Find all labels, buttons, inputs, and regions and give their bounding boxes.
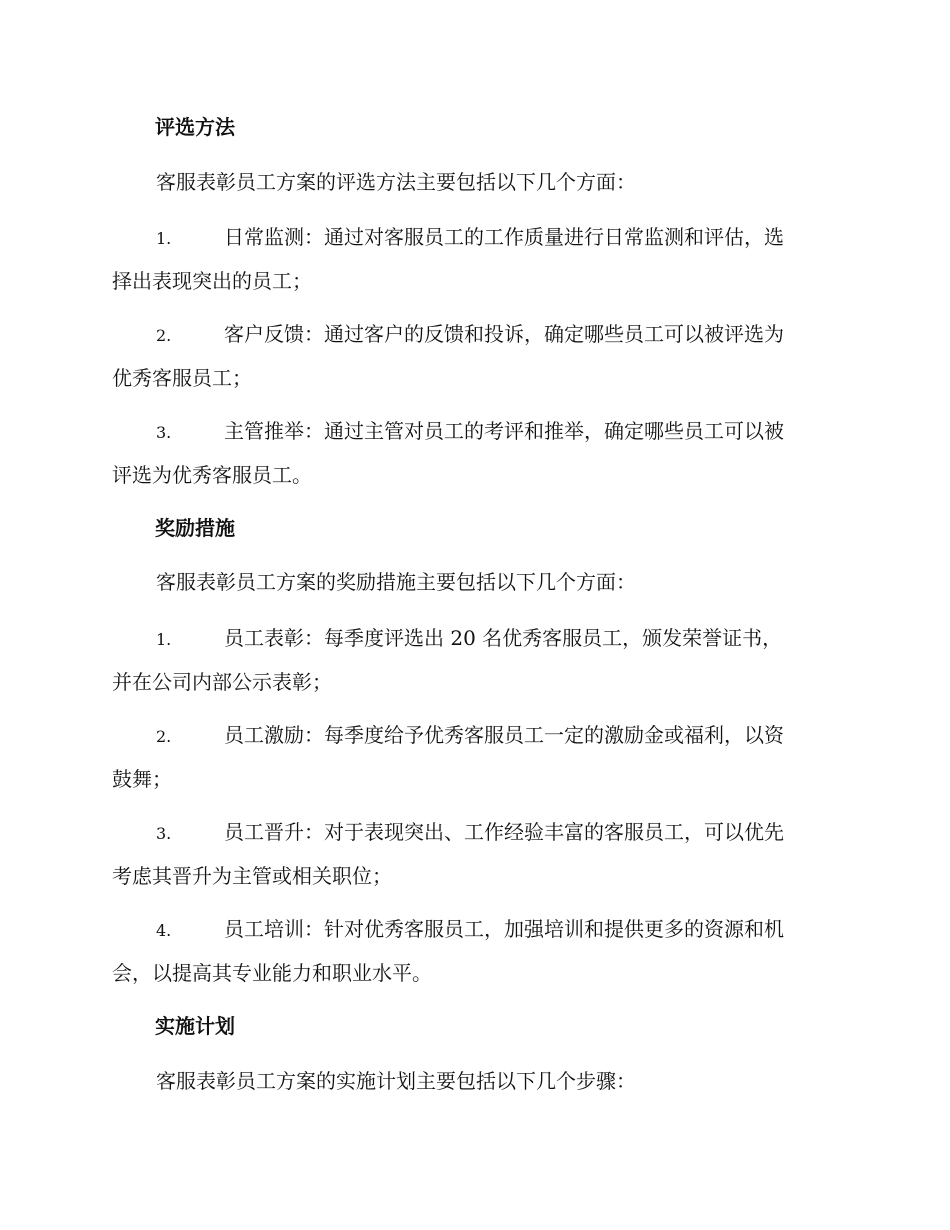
list-item: [112, 908, 834, 994]
list-number: 4.: [156, 921, 172, 940]
list-text-line: 主管推举：通过主管对员工的考评和推举，确定哪些员工可以被: [224, 419, 784, 443]
list-text-line: 会，以提高其专业能力和职业水平。: [112, 961, 432, 985]
list-text-line: 日常监测：通过对客服员工的工作质量进行日常监测和评估，选: [224, 225, 784, 249]
section-intro: 客服表彰员工方案的实施计划主要包括以下几个步骤：: [156, 1069, 636, 1093]
list-number: 1.: [156, 630, 172, 649]
list-item: [112, 714, 834, 800]
list-text-line: 并在公司内部公示表彰；: [112, 670, 332, 694]
list-text-line: 员工晋升：对于表现突出、工作经验丰富的客服员工，可以优先: [224, 820, 784, 844]
list-text-line: 员工激励：每季度给予优秀客服员工一定的激励金或福利，以资: [224, 723, 784, 747]
list-text-line: 择出表现突出的员工；: [112, 269, 312, 293]
list-text-line: 优秀客服员工；: [112, 366, 252, 390]
section-intro: 客服表彰员工方案的评选方法主要包括以下几个方面：: [156, 170, 636, 194]
list-number: 3.: [156, 824, 172, 843]
list-number: 2.: [156, 326, 172, 345]
list-text-line: 考虑其晋升为主管或相关职位；: [112, 864, 392, 888]
list-item: [112, 216, 834, 302]
list-item: [112, 410, 834, 496]
section-heading: 评选方法: [155, 115, 235, 139]
list-text-line: 评选为优秀客服员工。: [112, 463, 312, 487]
list-number: 2.: [156, 727, 172, 746]
section-intro: 客服表彰员工方案的奖励措施主要包括以下几个方面：: [156, 570, 636, 594]
list-number: 1.: [156, 229, 172, 248]
section-heading: 实施计划: [155, 1014, 235, 1038]
list-text-line: 员工表彰：每季度评选出 20 名优秀客服员工，颁发荣誉证书，: [224, 626, 783, 650]
list-number: 3.: [156, 423, 172, 442]
list-text-line: 员工培训：针对优秀客服员工，加强培训和提供更多的资源和机: [224, 917, 784, 941]
list-item: [112, 811, 834, 897]
section-heading: 奖励措施: [155, 516, 235, 540]
list-item: [112, 313, 834, 399]
list-item: [112, 617, 834, 703]
list-text-line: 鼓舞；: [112, 767, 172, 791]
list-text-line: 客户反馈：通过客户的反馈和投诉，确定哪些员工可以被评选为: [224, 322, 784, 346]
